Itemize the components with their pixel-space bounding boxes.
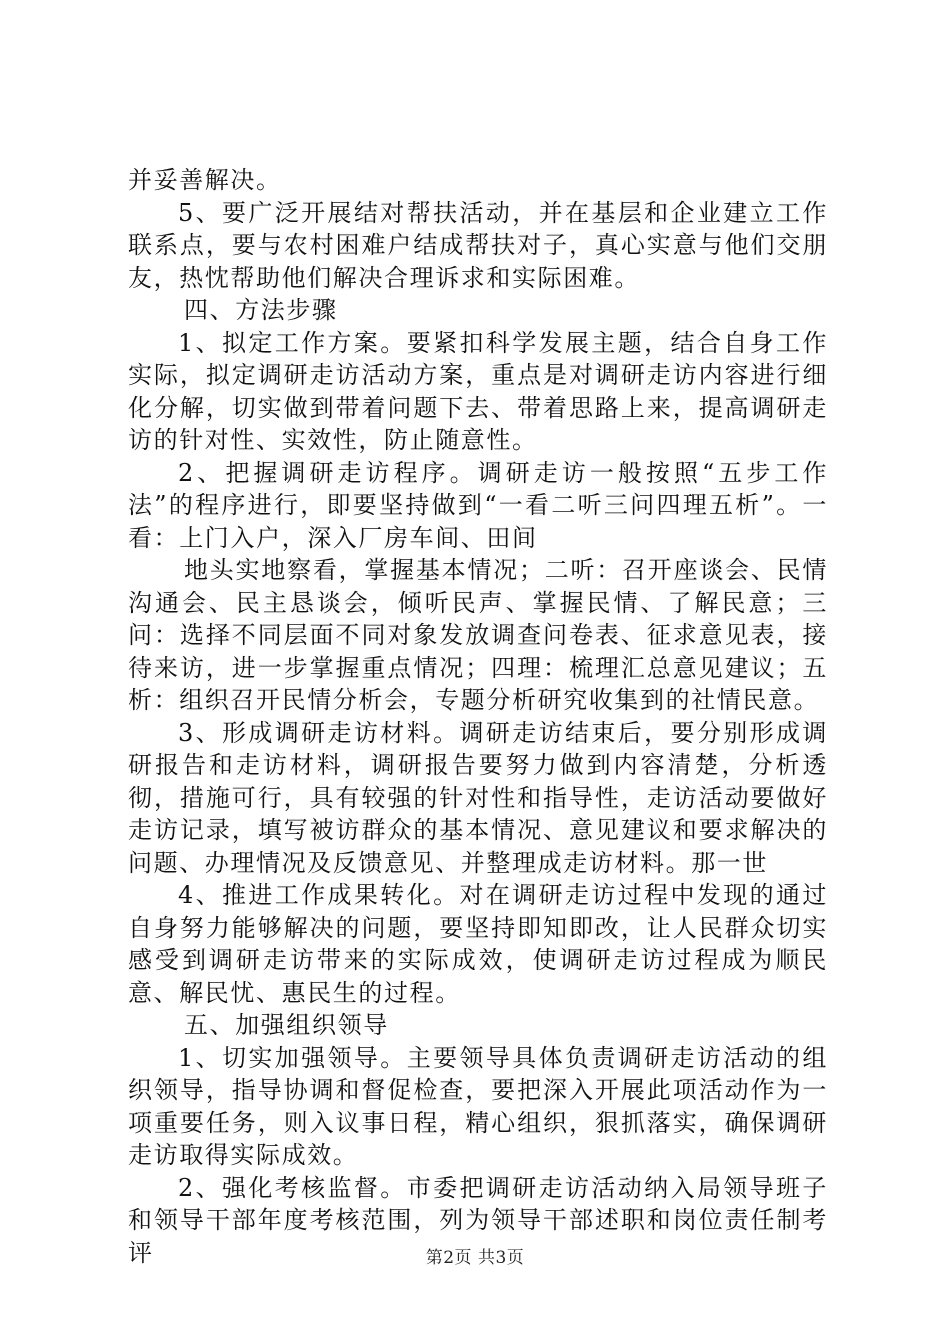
paragraph-7: 4、推进工作成果转化。对在调研走访过程中发现的通过自身努力能够解决的问题，要坚持即知即改，让人民群众切实感受到调研走访带来的实际成效，使调研走访过程成为顺民意、解民忧、惠民生的过程。	[128, 881, 828, 1007]
paragraph-10: 2、强化考核监督。市委把调研走访活动纳入局领导班子和领导干部年度考核范围，列为领导干部述职和岗位责任制考评	[128, 1173, 828, 1267]
paragraph-1: 5、要广泛开展结对帮扶活动，并在基层和企业建立工作联系点，要与农村困难户结成帮扶对子，真心实意与他们交朋友，热忱帮助他们解决合理诉求和实际困难。	[128, 198, 828, 292]
paragraph-0: 并妥善解决。	[128, 166, 282, 194]
paragraph-6: 3、形成调研走访材料。调研走访结束后，要分别形成调研报告和走访材料，调研报告要努力做到内容清楚，分析透彻，措施可行，具有较强的针对性和指导性，走访活动要做好走访记录，填写被访群众的基本情况、意见建议和要求解决的问题、办理情况及反馈意见、并整理成走访材料。那一世	[128, 718, 828, 877]
paragraph-5: 地头实地察看，掌握基本情况；二听：召开座谈会、民情沟通会、民主恳谈会，倾听民声、掌握民情、了解民意；三问：选择不同层面不同对象发放调查问卷表、征求意见表，接待来访，进一步掌握重点情况；四理：梳理汇总意见建议；五析：组织召开民情分析会，专题分析研究收集到的社情民意。	[128, 556, 828, 714]
paragraph-9: 1、切实加强领导。主要领导具体负责调研走访活动的组织领导，指导协调和督促检查，要把深入开展此项活动作为一项重要任务，则入议事日程，精心组织，狠抓落实，确保调研走访取得实际成效。	[128, 1043, 828, 1169]
paragraph-3: 1、拟定工作方案。要紧扣科学发展主题，结合自身工作实际，拟定调研走访活动方案，重点是对调研走访内容进行细化分解，切实做到带着问题下去、带着思路上来，提高调研走访的针对性、实效性，防止随意性。	[128, 328, 828, 454]
page-footer	[0, 1243, 950, 1268]
page-number-label: 第2页 共3页	[425, 1248, 525, 1268]
paragraph-4: 2、把握调研走访程序。调研走访一般按照“五步工作法”的程序进行，即要坚持做到“一看二听三问四理五析”。一看：上门入户，深入厂房车间、田间	[128, 458, 828, 552]
document-body	[128, 164, 828, 1269]
section-heading-methods: 四、方法步骤	[184, 296, 338, 324]
section-heading-leadership: 五、加强组织领导	[184, 1011, 389, 1039]
